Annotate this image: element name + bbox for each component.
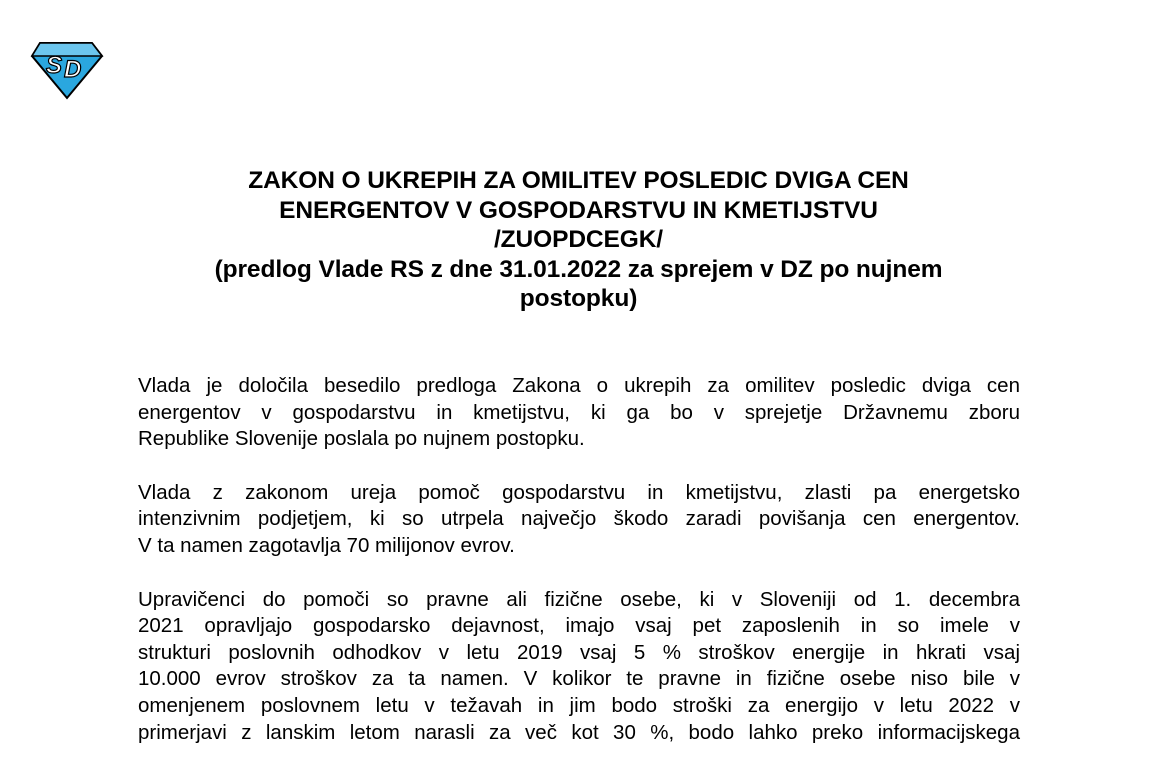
title-line: postopku) <box>519 285 638 312</box>
document-title <box>150 166 1007 314</box>
text-line: omenjenem poslovnem letu v težavah in jim bodo stroški za energijo v letu 2022 v <box>138 693 1020 717</box>
document-body <box>138 373 1020 773</box>
text-line: primerjavi z lanskim letom narasli za več kot 30 %, bodo lahko preko informacijskega <box>138 720 1020 744</box>
text-line: Vlada je določila besedilo predloga Zakona o ukrepih za omilitev posledic dviga cen <box>138 374 1020 397</box>
paragraph <box>138 480 1020 560</box>
paragraph <box>138 373 1020 453</box>
title-line: (predlog Vlade RS z dne 31.01.2022 za sprejem v DZ po nujnem <box>214 255 943 283</box>
text-line: Vlada z zakonom ureja pomoč gospodarstvu in kmetijstvu, zlasti pa energetsko <box>138 480 1020 504</box>
text-line: Republike Slovenije poslala po nujnem postopku. <box>138 427 585 451</box>
title-line: /ZUOPDCEGK/ <box>493 226 664 253</box>
text-line: V ta namen zagotavlja 70 milijonov evrov. <box>138 533 515 557</box>
text-line: 10.000 evrov stroškov za ta namen. V kolikor te pravne in fizične osebe niso bile v <box>138 667 1020 691</box>
text-line: Upravičenci do pomoči so pravne ali fizične osebe, ki v Sloveniji od 1. decembra <box>138 587 1020 611</box>
svg-text:S: S <box>46 52 63 79</box>
sd-logo <box>30 40 104 100</box>
title-line: ZAKON O UKREPIH ZA OMILITEV POSLEDIC DVIGA CEN <box>248 167 909 194</box>
svg-text:D: D <box>64 56 82 83</box>
title-line: ENERGENTOV V GOSPODARSTVU IN KMETIJSTVU <box>279 196 878 224</box>
text-line: intenzivnim podjetjem, ki so utrpela največjo škodo zaradi povišanja cen energentov. <box>138 507 1020 531</box>
text-line: 2021 opravljajo gospodarsko dejavnost, imajo vsaj pet zaposlenih in so imele v <box>138 614 1020 638</box>
text-line: energentov v gospodarstvu in kmetijstvu, ki ga bo v sprejetje Državnemu zboru <box>138 400 1020 424</box>
paragraph <box>138 587 1020 747</box>
text-line: strukturi poslovnih odhodkov v letu 2019 vsaj 5 % stroškov energije in hkrati vsaj <box>138 640 1020 664</box>
